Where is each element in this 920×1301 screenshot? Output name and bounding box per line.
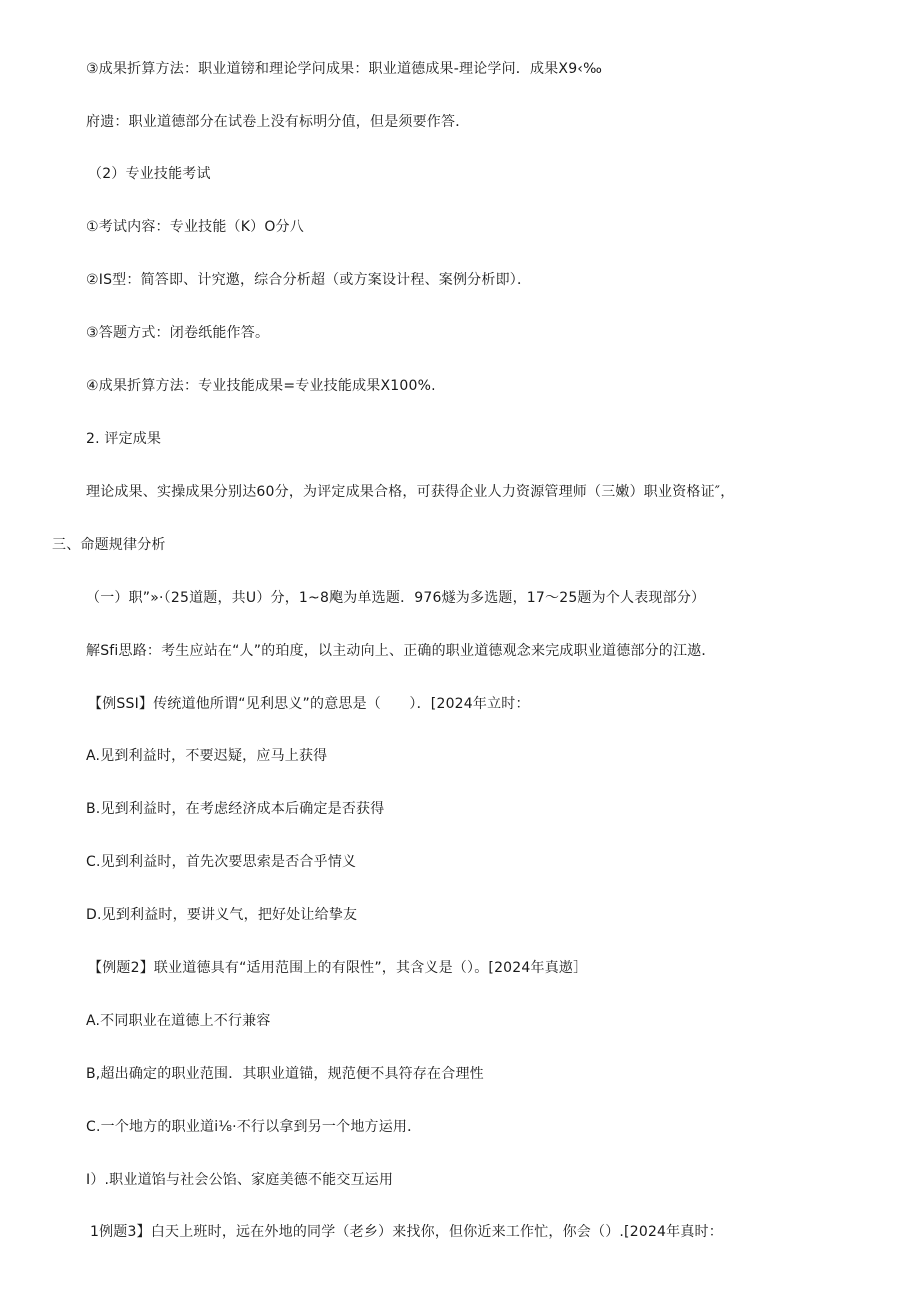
text-line: 府遗：职业道德部分在试卷上没有标明分值，但是须要作答． [86, 114, 470, 130]
section-heading: 三、命题规律分析 [52, 537, 166, 553]
example-question: 【例题2】联业道德具有“适用范围上的有限性”，其含义是（）。[2024年真遨］ [88, 960, 588, 976]
answer-option: I）.职业道馅与社会公馅、家庭美德不能交互运用 [86, 1172, 394, 1188]
text-line: ②IS型：简答即、计究邀，综合分析超（或方案设计程、案例分析即）． [86, 272, 532, 288]
example-question: 【例SSI】传统道他所谓“见利思义”的意思是（ ）．[2024年立时： [88, 696, 530, 712]
answer-option: A.见到利益时，不要迟疑，应马上获得 [86, 748, 328, 764]
answer-option: A.不同职业在道德上不行兼容 [86, 1013, 271, 1029]
text-line: （一）职”»·（25道题，共U）分，1~8飑为单选题．976燧为多选题，17～25题为个人表现部分） [86, 590, 706, 606]
text-line: ①考试内容：专业技能（K）O分八 [86, 219, 304, 235]
text-line: 解Sfi思路：考生应站在“人”的珀度，以主动向上、正确的职业道德观念来完成职业道德部分的江遨． [86, 643, 716, 659]
text-line: ④成果折算方法：专业技能成果=专业技能成果X100%. [86, 378, 436, 394]
section-heading: （2）专业技能考试 [88, 166, 211, 182]
text-line: 理论成果、实操成果分别达60分，为评定成果合格，可获得企业人力资源管理师（三嫩）职业资格证″， [86, 484, 735, 500]
section-heading: 2. 评定成果 [86, 431, 162, 447]
text-line: ③答题方式：闭卷纸能作答。 [86, 325, 270, 341]
example-question: 1例题3】白天上班时，远在外地的同学（老乡）来找你，但你近来工作忙，你会（）.[2024年真时： [90, 1224, 723, 1240]
answer-option: B.见到利益时，在考虑经济成本后确定是否获得 [86, 801, 385, 817]
text-line: ③成果折算方法：职业道镑和理论学问成果：职业道德成果-理论学问．成果X9‹‰ [86, 61, 603, 77]
answer-option: B,超出确定的职业范围．其职业道锚，规范便不具符存在合理性 [86, 1066, 484, 1082]
answer-option: D.见到利益时，要讲义气，把好处让给挚友 [86, 907, 358, 923]
answer-option: C.见到利益时，首先次要思索是否合乎情义 [86, 854, 357, 870]
answer-option: C.一个地方的职业道i⅛·不行以拿到另一个地方运用． [86, 1119, 422, 1135]
